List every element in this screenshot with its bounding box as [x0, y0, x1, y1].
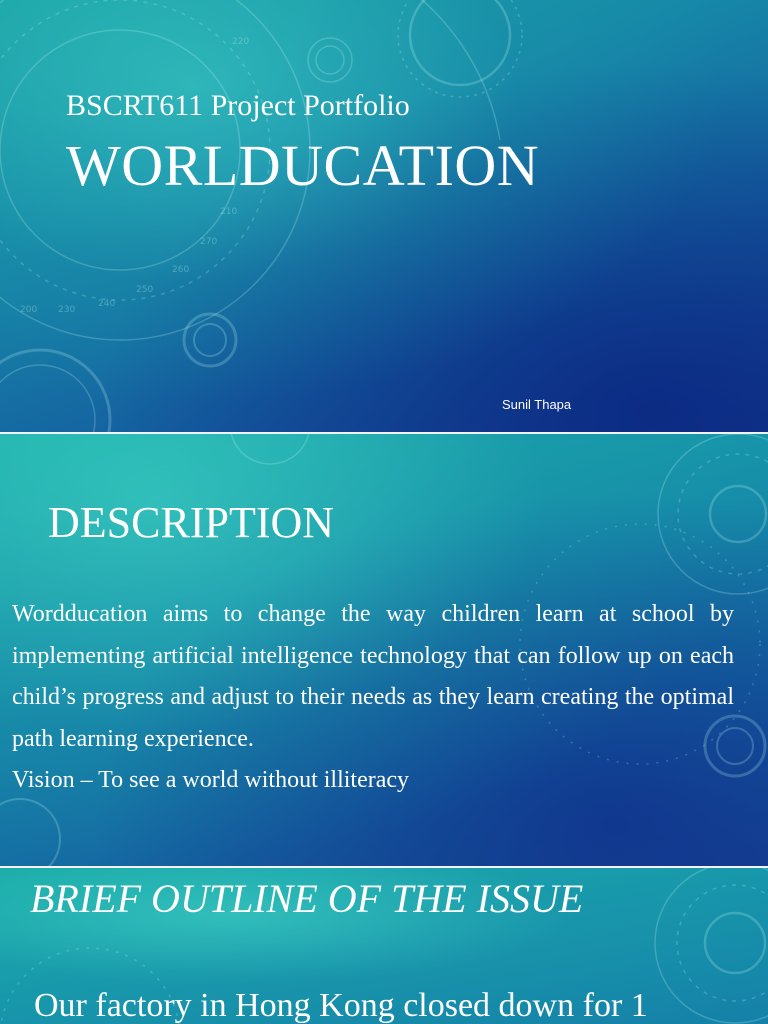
description-paragraph: Wordducation aims to change the way children learn at school by implementing artificial intelligence technology that can follow up on each child’s progress and adjust to their needs as they learn creating the optimal path learning experience. — [12, 601, 734, 752]
dial-label: 260 — [172, 265, 190, 275]
slide-body — [12, 594, 734, 802]
dial-label: 220 — [232, 37, 250, 47]
slide-heading: BRIEF OUTLINE OF THE ISSUE — [30, 876, 584, 921]
dial-label: 250 — [136, 285, 154, 295]
dial-label: 230 — [58, 305, 76, 315]
slide-heading: DESCRIPTION — [48, 498, 335, 547]
slide-background-decor — [0, 0, 768, 432]
title-slide — [0, 0, 768, 432]
slide-body-text: Our factory in Hong Kong closed down for 1 — [34, 987, 648, 1024]
slide-title: WORLDUCATION — [66, 133, 540, 198]
dial-label: 210 — [220, 207, 238, 217]
vision-statement: Vision – To see a world without illiteracy — [12, 767, 410, 793]
dial-label: 270 — [200, 237, 218, 247]
issue-outline-slide — [0, 868, 768, 1024]
author-name: Sunil Thapa — [502, 397, 572, 412]
dial-label: 240 — [98, 299, 116, 309]
dial-label: 200 — [20, 305, 38, 315]
slide-subtitle: BSCRT611 Project Portfolio — [66, 89, 410, 122]
tech-circles-decor — [0, 0, 768, 432]
description-slide — [0, 434, 768, 866]
